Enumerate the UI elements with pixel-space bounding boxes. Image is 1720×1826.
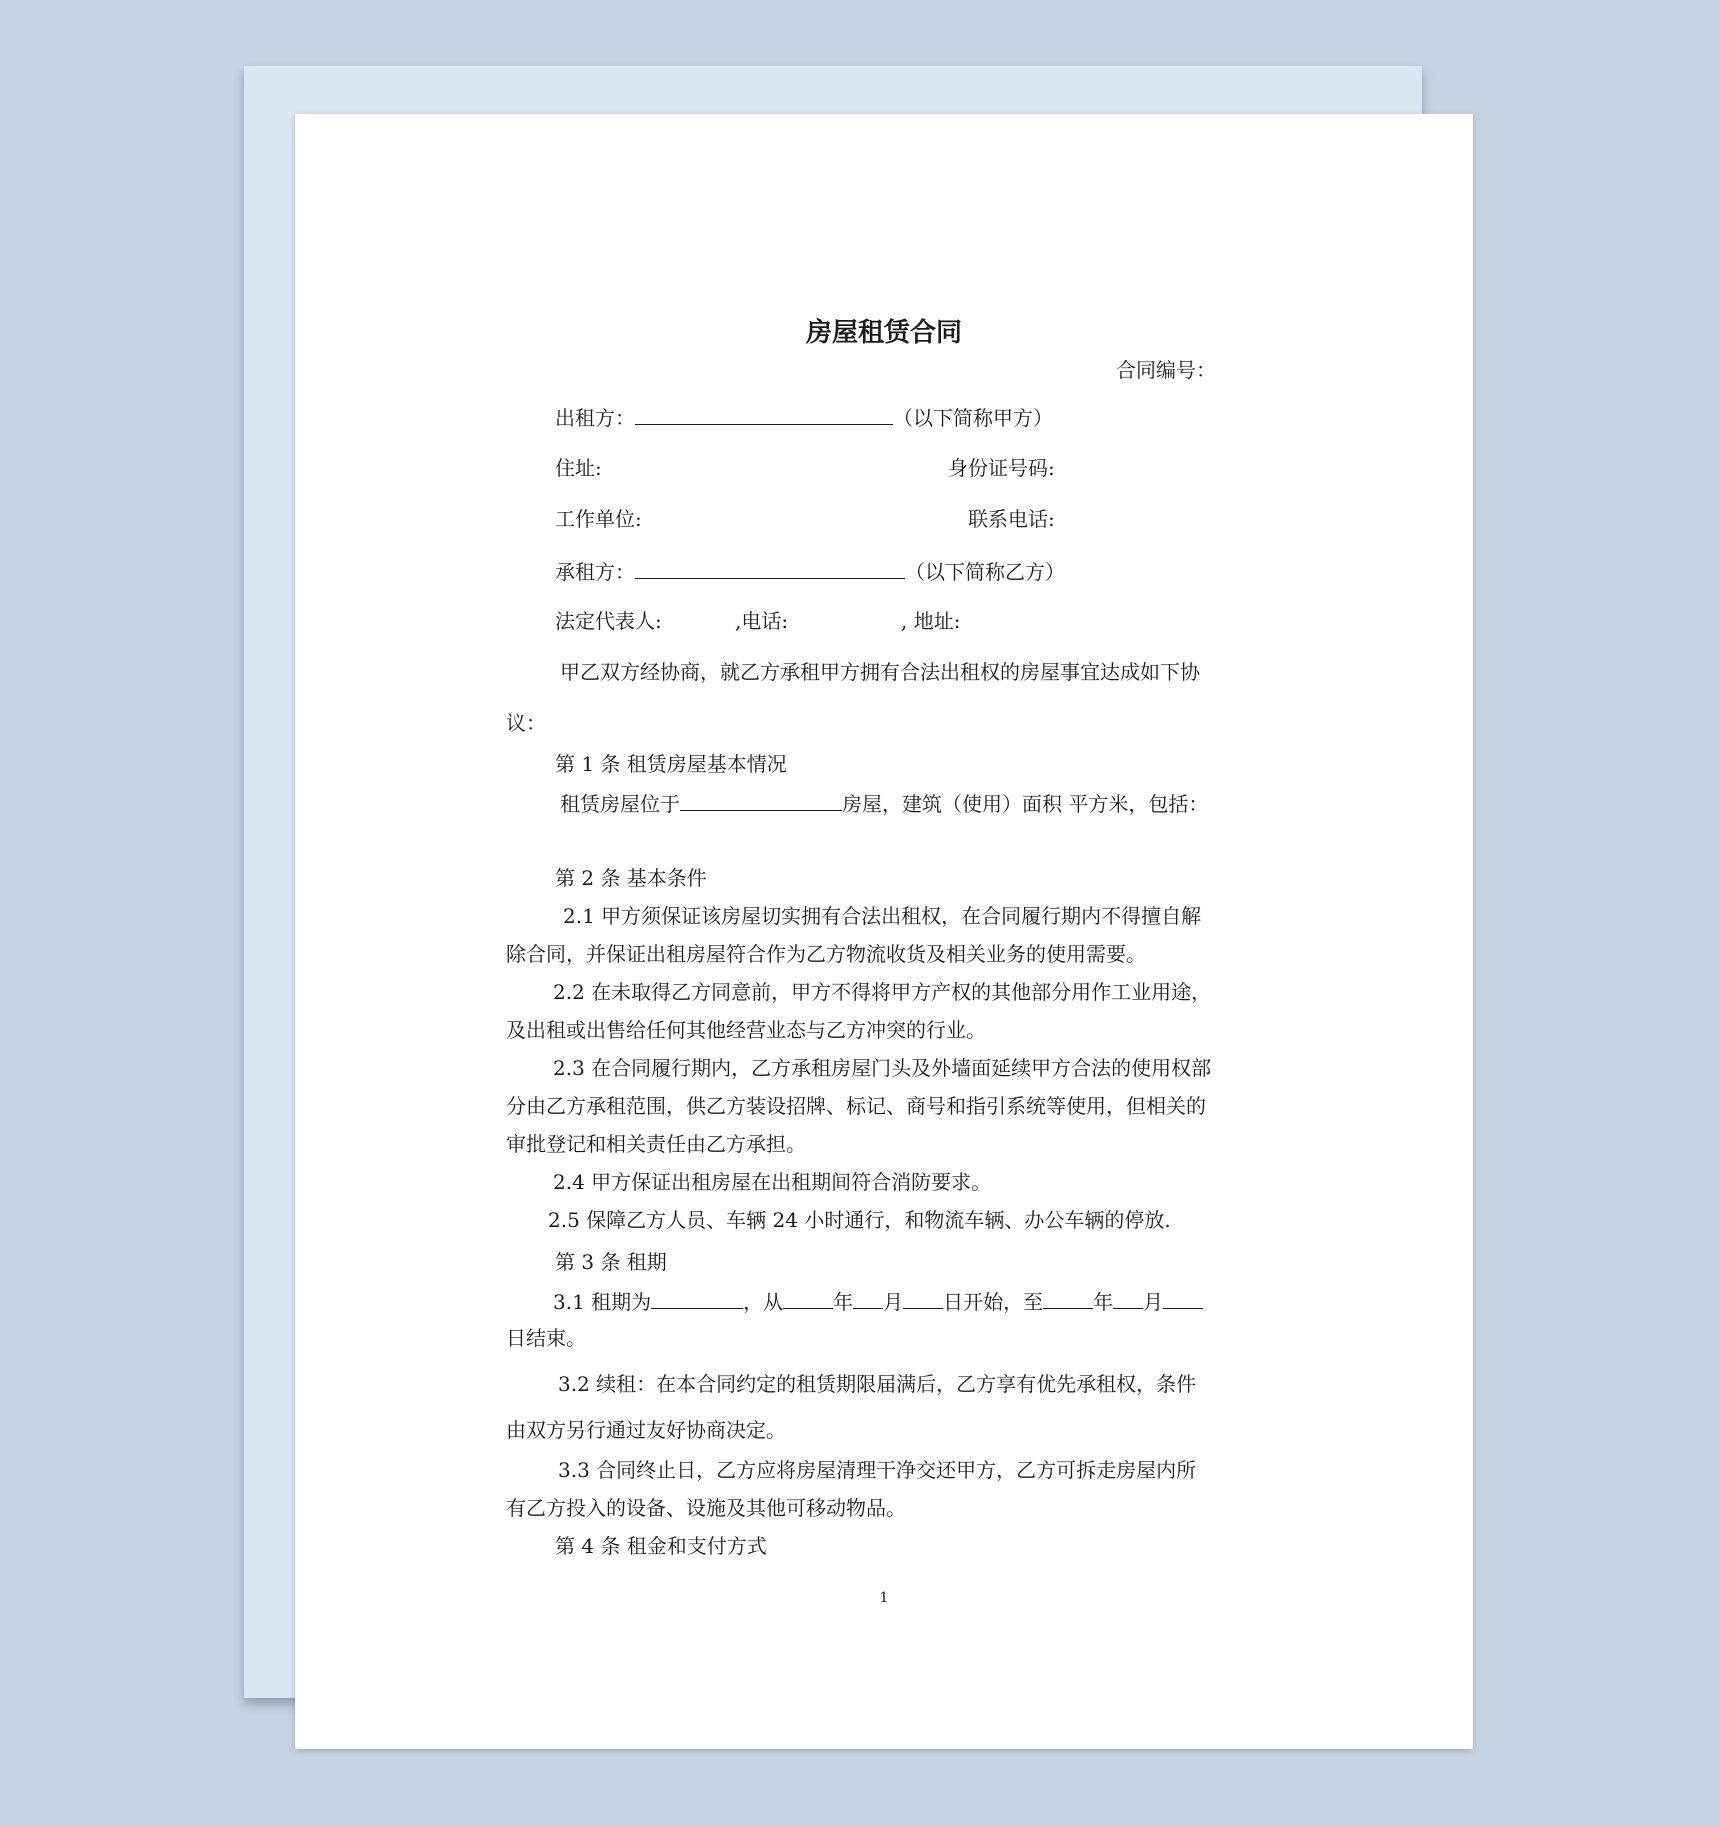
rep-label: 法定代表人: xyxy=(555,609,662,633)
intro-line-1: 甲乙双方经协商，就乙方承租甲方拥有合法出租权的房屋事宜达成如下协 xyxy=(560,660,1200,684)
clause-3-3-line-2: 有乙方投入的设备、设施及其他可移动物品。 xyxy=(506,1496,906,1520)
lessee-suffix: （以下简称乙方） xyxy=(905,560,1065,584)
end-year-blank[interactable] xyxy=(1043,1290,1093,1309)
end-day-blank[interactable] xyxy=(1163,1290,1203,1309)
term-blank[interactable] xyxy=(651,1290,743,1309)
rep-address-label: , 地址: xyxy=(901,609,961,633)
lessee-blank[interactable] xyxy=(635,560,905,579)
clause-2-3-line-2: 分由乙方承租范围，供乙方装设招牌、标记、商号和指引系统等使用，但相关的 xyxy=(506,1094,1206,1118)
lessor-label: 出租方： xyxy=(555,406,635,430)
start-month-blank[interactable] xyxy=(853,1290,883,1309)
lessee-line xyxy=(555,560,1065,582)
lessee-label: 承租方： xyxy=(555,560,635,584)
start-day-blank[interactable] xyxy=(903,1290,943,1309)
start-to-label: 日开始，至 xyxy=(943,1290,1044,1314)
clause-3-1-line-2: 日结束。 xyxy=(506,1326,586,1350)
phone-label: 联系电话: xyxy=(968,507,1055,531)
clause-2-4: 2.4 甲方保证出租房屋在出租期间符合消防要求。 xyxy=(553,1170,992,1194)
start-year-blank[interactable] xyxy=(783,1290,833,1309)
location-label: 租赁房屋位于 xyxy=(560,792,680,816)
month-label: 月 xyxy=(883,1290,904,1314)
year-label: 年 xyxy=(833,1290,854,1314)
clause-3-2-line-1: 3.2 续租：在本合同约定的租赁期限届满后，乙方享有优先承租权，条件 xyxy=(558,1372,1197,1396)
clause-2-2-line-1: 2.2 在未取得乙方同意前，甲方不得将甲方产权的其他部分用作工业用途， xyxy=(553,980,1212,1004)
clause-2-5: 2.5 保障乙方人员、车辆 24 小时通行，和物流车辆、办公车辆的停放. xyxy=(548,1208,1171,1232)
contract-number-label: 合同编号： xyxy=(1116,358,1216,382)
from-label: ，从 xyxy=(743,1290,784,1314)
document-title: 房屋租赁合同 xyxy=(805,318,962,348)
page-number: 1 xyxy=(879,1590,889,1606)
article-4-heading: 第 4 条 租金和支付方式 xyxy=(555,1534,767,1558)
article-1-heading: 第 1 条 租赁房屋基本情况 xyxy=(555,752,787,776)
lessor-blank[interactable] xyxy=(635,406,893,425)
address-label: 住址: xyxy=(555,456,602,480)
lessor-line xyxy=(555,406,1053,428)
document-page xyxy=(295,114,1473,1749)
rep-phone-label: ,电话: xyxy=(735,609,789,633)
end-month-blank[interactable] xyxy=(1113,1290,1143,1309)
clause-2-3-line-1: 2.3 在合同履行期内，乙方承租房屋门头及外墙面延续甲方合法的使用权部 xyxy=(553,1056,1212,1080)
clause-3-2-line-2: 由双方另行通过友好协商决定。 xyxy=(506,1418,786,1442)
clause-2-1-line-2: 除合同，并保证出租房屋符合作为乙方物流收货及相关业务的使用需要。 xyxy=(506,942,1146,966)
clause-2-2-line-2: 及出租或出售给任何其他经营业态与乙方冲突的行业。 xyxy=(506,1018,986,1042)
lessor-suffix: （以下简称甲方） xyxy=(893,406,1053,430)
clause-2-1-line-1: 2.1 甲方须保证该房屋切实拥有合法出租权，在合同履行期内不得擅自解 xyxy=(563,904,1202,928)
area-text: 房屋，建筑（使用）面积 平方米，包括： xyxy=(842,792,1209,816)
clause-2-3-line-3: 审批登记和相关责任由乙方承担。 xyxy=(506,1132,806,1156)
location-blank[interactable] xyxy=(680,792,842,811)
intro-line-2: 议： xyxy=(506,711,546,735)
end-month-label: 月 xyxy=(1143,1290,1164,1314)
work-unit-label: 工作单位: xyxy=(555,507,642,531)
article-2-heading: 第 2 条 基本条件 xyxy=(555,866,707,890)
clause-3-1-line-1 xyxy=(553,1290,1203,1312)
term-label: 3.1 租期为 xyxy=(553,1290,652,1314)
article-3-heading: 第 3 条 租期 xyxy=(555,1250,667,1274)
article-1-line xyxy=(560,792,1208,814)
id-number-label: 身份证号码: xyxy=(948,456,1055,480)
clause-3-3-line-1: 3.3 合同终止日，乙方应将房屋清理干净交还甲方，乙方可拆走房屋内所 xyxy=(558,1458,1197,1482)
end-year-label: 年 xyxy=(1093,1290,1114,1314)
